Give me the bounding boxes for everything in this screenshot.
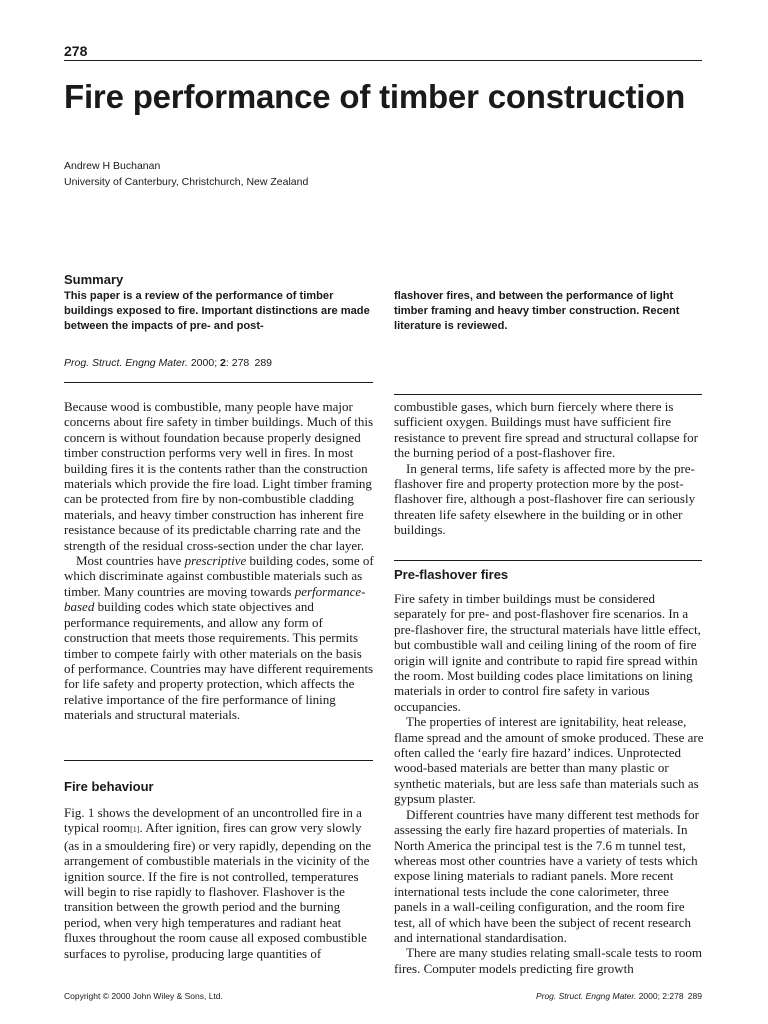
page-number: 278	[64, 43, 88, 59]
text: . After ignition, fires can grow very slowly (as in a smouldering fire) or very rapidly, depending on the arrangement of combustible materials in the vicinity of the ignition source. If the fire is not controlled, temperatures will begin to rise rapidly to flashover. Flashover is the transition between the growth period and the burning period, when very high temperatures and radiant heat fluxes throughout the room cause all exposed combustible surfaces to pyrolise, producing large quantities of	[64, 820, 372, 961]
body-left-column	[64, 399, 374, 723]
emphasis: prescriptive	[184, 553, 247, 569]
paragraph: The properties of interest are ignitability, heat release, flame spread and the amount of smoke produced. These are often called the ‘early fire hazard’ indices. Unprotected wood-based materials are better than many plastic or synthetic materials, but are less safe than materials such as gypsum plaster.	[394, 714, 704, 807]
citation-pages: : 278 289	[225, 357, 273, 369]
footer-journal: Prog. Struct. Engng Mater.	[535, 991, 637, 1001]
summary-heading: Summary	[64, 272, 124, 287]
author: Andrew H Buchanan	[64, 160, 161, 172]
section-heading-fire-behaviour: Fire behaviour	[64, 779, 154, 794]
section-heading-pre-flashover: Pre-flashover fires	[394, 567, 509, 582]
pre-flashover-text	[394, 591, 704, 976]
section-rule	[394, 560, 702, 561]
rule-left	[64, 382, 373, 383]
citation-volume: 2	[220, 357, 226, 369]
paragraph: In general terms, life safety is affected more by the pre-flashover fire and property protection more by the post-flashover fire, although a post-flashover fire can seriously threaten life safety elsewhere in the building or in other buildings.	[394, 460, 696, 538]
paragraph	[64, 553, 374, 722]
body-right-column	[394, 399, 704, 538]
citation-journal: Prog. Struct. Engng Mater.	[64, 357, 188, 369]
paper-title: Fire performance of timber construction	[64, 78, 686, 115]
footer-copyright: Copyright © 2000 John Wiley & Sons, Ltd.	[64, 991, 223, 1001]
top-rule	[64, 60, 702, 61]
summary-text-left: This paper is a review of the performance of timber buildings exposed to fire. Important distinctions are made between the impacts of pre- and post-	[64, 290, 370, 332]
paragraph	[64, 805, 374, 961]
fire-behaviour-text	[64, 805, 374, 961]
affiliation: University of Canterbury, Christchurch, New Zealand	[64, 176, 309, 188]
text: building codes, some of which discriminate against combustible materials such as timber. Many countries are moving towards	[64, 553, 374, 599]
paragraph: Different countries have many different test methods for assessing the early fire hazard properties of materials. In North America the principal test is the 7.6 m tunnel test, whereas most other countries have a variety of tests which expose lining materials to radiant panels. More recent international tests include the cone calorimeter, three panels in a wall-ceiling configuration, and the room fire test, all of which have been the subject of recent research and international standardisation.	[394, 806, 700, 945]
footer-ref: 2000; 2:278 289	[638, 991, 702, 1001]
paragraph: Because wood is combustible, many people have major concerns about fire safety in timber buildings. Much of this concern is without foundation because properly designed timber construction performs very well in fires. In most building fires it is the contents rather than the construction materials which provide the fire load. Light timber framing can be protected from fire by non-combustible cladding materials, and heavy timber construction has inherent fire resistance because of its predictable charring rate and the strength of the residual cross-section under the char layer.	[64, 399, 374, 553]
paragraph: There are many studies relating small-scale tests to room fires. Computer models predicting fire growth	[394, 945, 703, 976]
text: Fig. 1 shows the development of an uncontrolled fire in a typical room	[64, 805, 362, 836]
reference-link[interactable]: [1]	[130, 825, 140, 835]
text: building codes which state objectives and performance requirements, and allow any form of construction that meets those requirements. This permits timber to compete fairly with other materials on the basis of performance. Countries may have different requirements for life safety and property protection, which affects the relative importance of the fire performance of lining materials and structural materials.	[64, 599, 374, 723]
rule-right	[394, 394, 702, 395]
text: Most countries have	[76, 553, 185, 569]
citation	[64, 357, 272, 369]
citation-year: 2000;	[190, 357, 218, 369]
emphasis: performance-based	[64, 583, 366, 615]
footer-citation	[536, 991, 702, 1001]
paragraph: combustible gases, which burn fiercely where there is sufficient oxygen. Buildings must have sufficient fire resistance to prevent fire spread and structural collapse for the burning period of a post-flashover fire.	[394, 399, 698, 461]
section-rule	[64, 760, 373, 761]
paragraph: Fire safety in timber buildings must be considered separately for pre- and post-flashover fire scenarios. In a pre-flashover fire, the structural materials have little effect, but combustible wall and ceiling lining of the room of fire origin will ignite and contribute to rapid fire spread within the room. Most building codes place limitations on lining materials in order to control fire safety in various occupancies.	[394, 591, 701, 714]
summary-text-right: flashover fires, and between the performance of light timber framing and heavy timber construction. Recent literature is reviewed.	[394, 290, 680, 332]
